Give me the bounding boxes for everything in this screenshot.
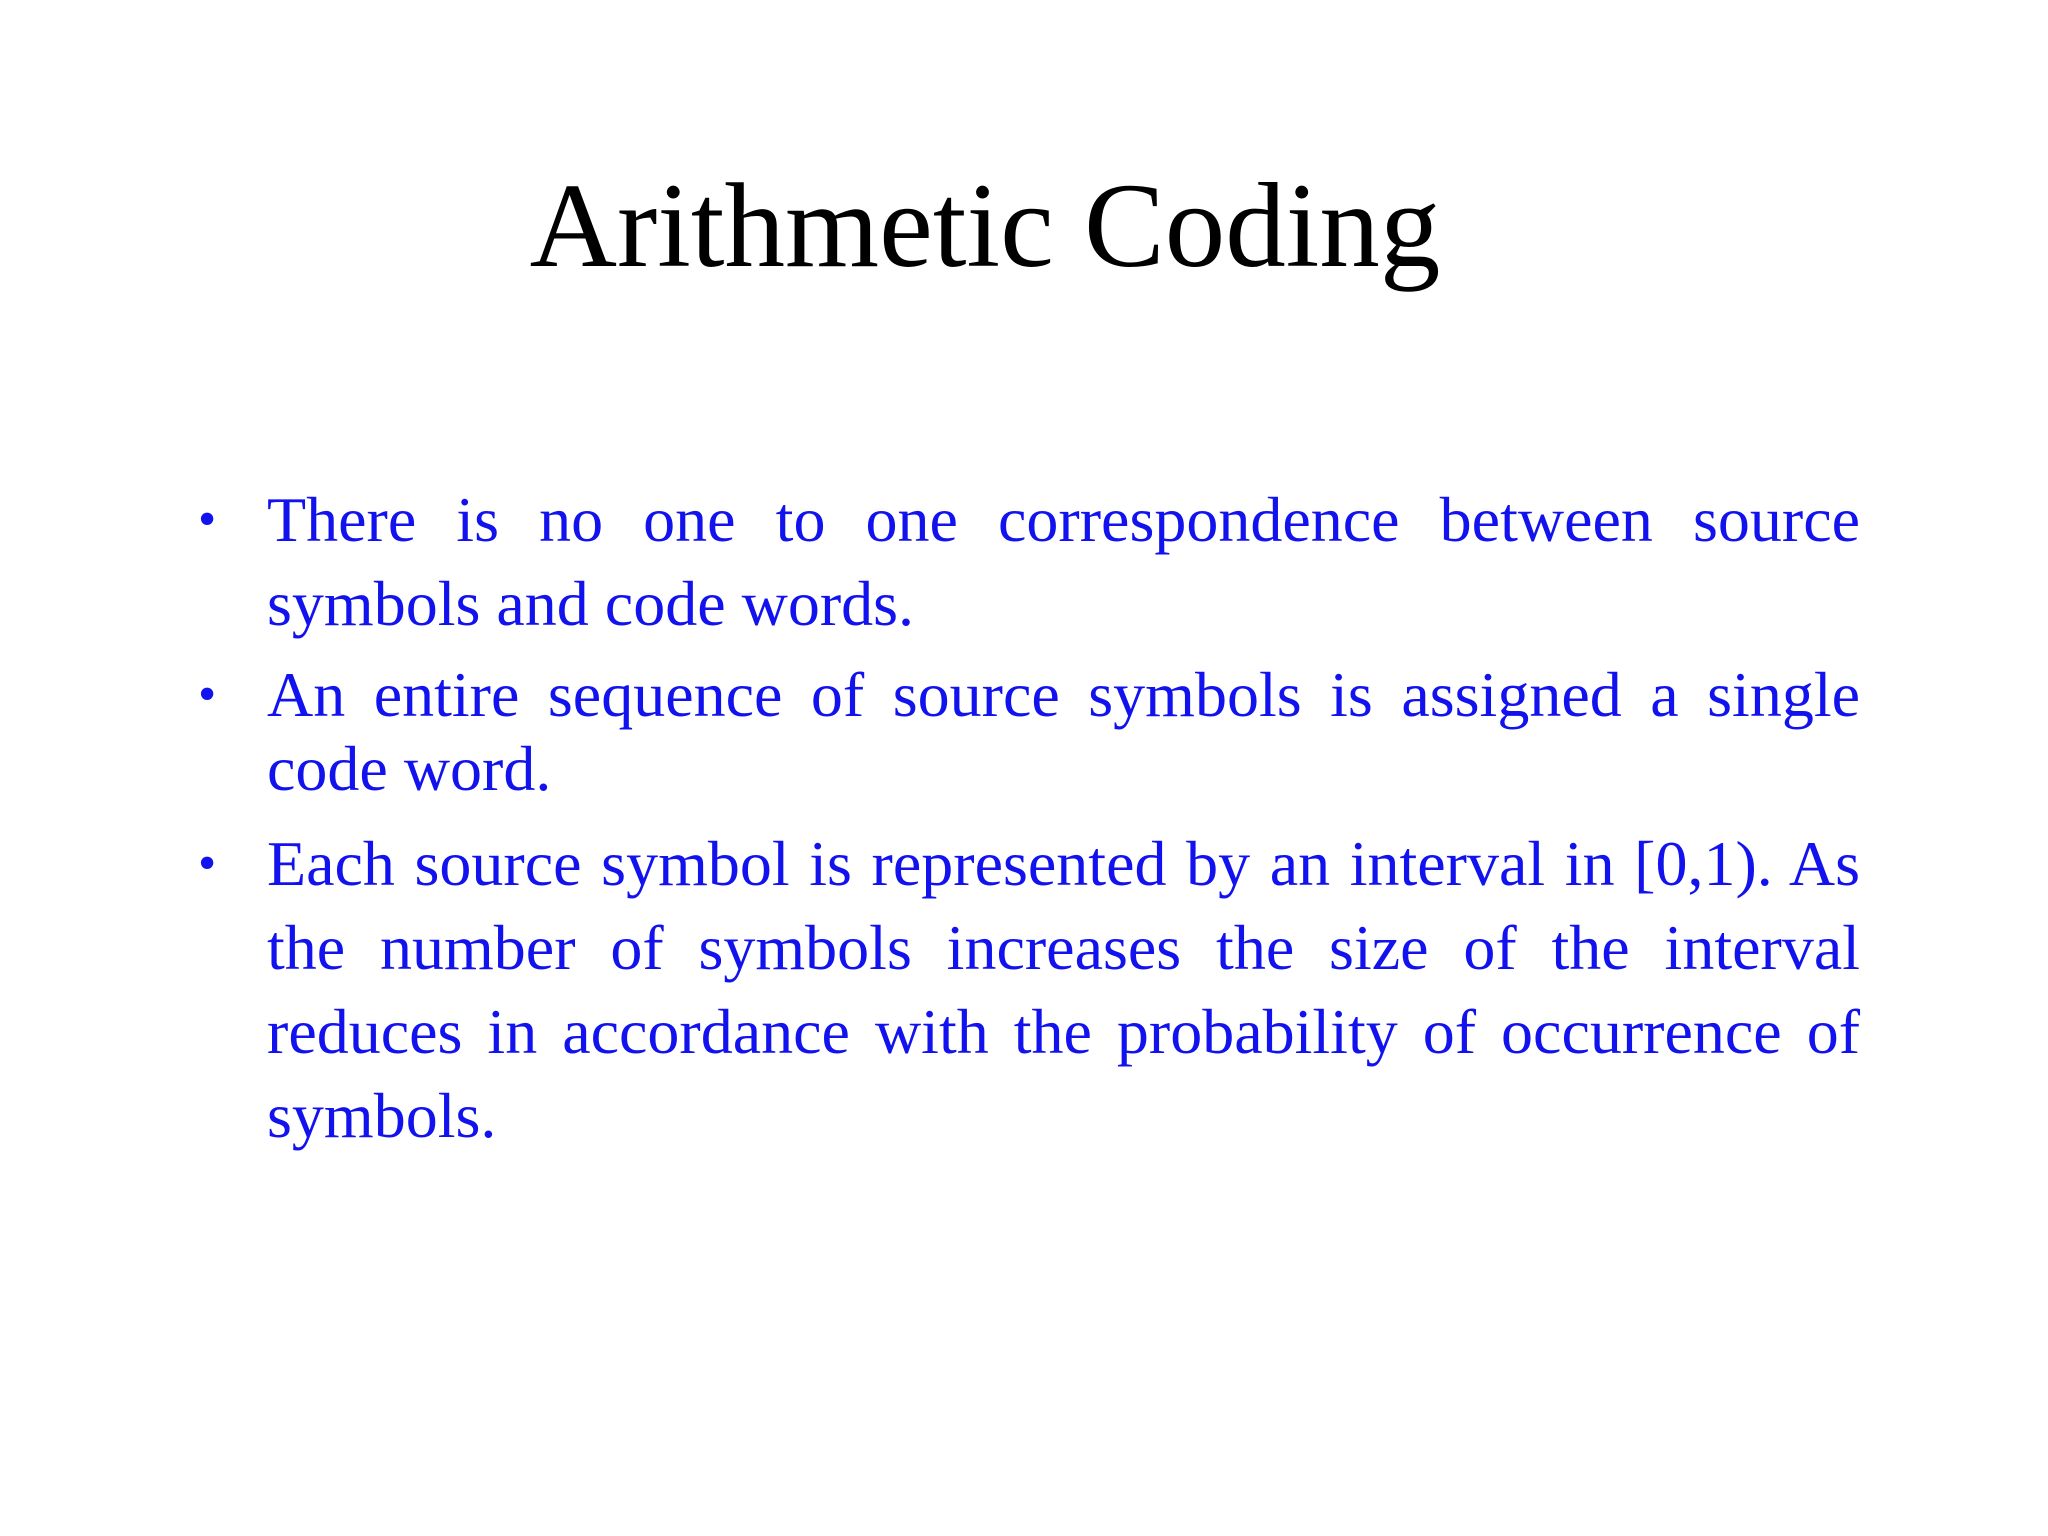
bullet-item [190,658,1860,806]
slide-title: Arithmetic Coding [529,159,1441,293]
bullet-item [190,478,1860,646]
bullet-marker: • [198,491,217,548]
bullet-text: An entire sequence of source symbols is assigned a single code word. [267,659,1860,804]
bullet-list [190,478,1860,1158]
bullet-marker: • [198,835,217,892]
bullet-text: There is no one to one correspondence between source symbols and code words. [267,484,1860,639]
bullet-text: Each source symbol is represented by an interval in [0,1). As the number of symbols increases the size of the interval reduces in accordance with the probability of occurrence of symbols. [267,828,1860,1151]
bullet-marker: • [198,666,217,723]
bullet-item [190,822,1860,1158]
